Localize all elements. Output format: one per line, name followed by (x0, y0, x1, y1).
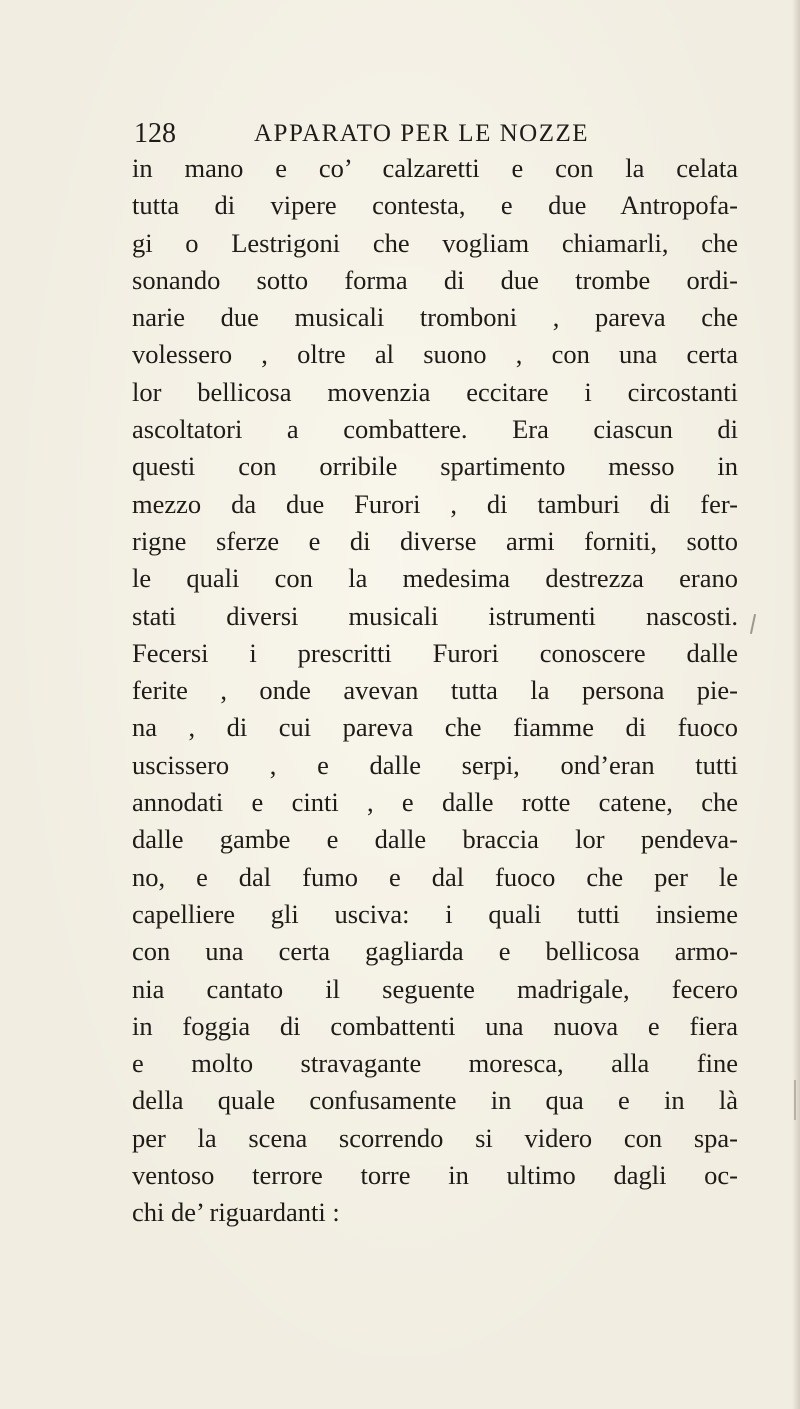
text-line: della quale confusamente in qua e in là (132, 1085, 738, 1116)
body-text (132, 150, 738, 1232)
text-line: tutta di vipere contesta, e due Antropofa- (132, 190, 738, 221)
text-line: lor bellicosa movenzia eccitare i circostanti (132, 376, 738, 407)
text-line: questi con orribile spartimento messo in (132, 451, 738, 482)
text-line: con una certa gagliarda e bellicosa armo- (132, 936, 738, 967)
text-line: uscissero , e dalle serpi, ond’eran tutti (132, 749, 738, 780)
text-line: no, e dal fumo e dal fuoco che per le (132, 861, 738, 892)
text-line: dalle gambe e dalle braccia lor pendeva- (132, 824, 738, 855)
text-line: in mano e co’ calzaretti e con la celata (132, 153, 738, 183)
text-line: Fecersi i prescritti Furori conoscere dalle (132, 637, 738, 668)
text-line: e molto stravagante moresca, alla fine (132, 1048, 738, 1079)
text-line: ferite , onde avevan tutta la persona pie- (132, 675, 738, 706)
running-title: APPARATO PER LE NOZZE (254, 120, 590, 147)
text-line: na , di cui pareva che fiamme di fuoco (132, 712, 738, 743)
running-head (134, 116, 738, 152)
text-line: nia cantato il seguente madrigale, fecero (132, 973, 738, 1004)
text-line: ascoltatori a combattere. Era ciascun di (132, 414, 738, 445)
text-line: rigne sferze e di diverse armi forniti, sotto (132, 525, 738, 556)
page-edge-shadow (792, 0, 800, 1409)
text-line-last: chi de’ riguardanti : (132, 1197, 340, 1228)
text-line: annodati e cinti , e dalle rotte catene, che (132, 787, 738, 818)
margin-mark (750, 614, 756, 634)
text-line: ventoso terrore torre in ultimo dagli oc- (132, 1160, 738, 1191)
text-line: capelliere gli usciva: i quali tutti insieme (132, 898, 738, 929)
page-number: 128 (134, 118, 176, 149)
text-line: per la scena scorrendo si videro con spa- (132, 1122, 738, 1153)
text-line: in foggia di combattenti una nuova e fiera (132, 1010, 738, 1041)
text-line: mezzo da due Furori , di tamburi di fer- (132, 488, 738, 519)
text-line: sonando sotto forma di due trombe ordi- (132, 264, 738, 295)
text-line: stati diversi musicali istrumenti nascosti. (132, 600, 738, 631)
text-line: volessero , oltre al suono , con una certa (132, 339, 738, 370)
text-line: gi o Lestrigoni che vogliam chiamarli, che (132, 227, 738, 258)
text-line: narie due musicali tromboni , pareva che (132, 302, 738, 333)
text-line: le quali con la medesima destrezza erano (132, 563, 738, 594)
